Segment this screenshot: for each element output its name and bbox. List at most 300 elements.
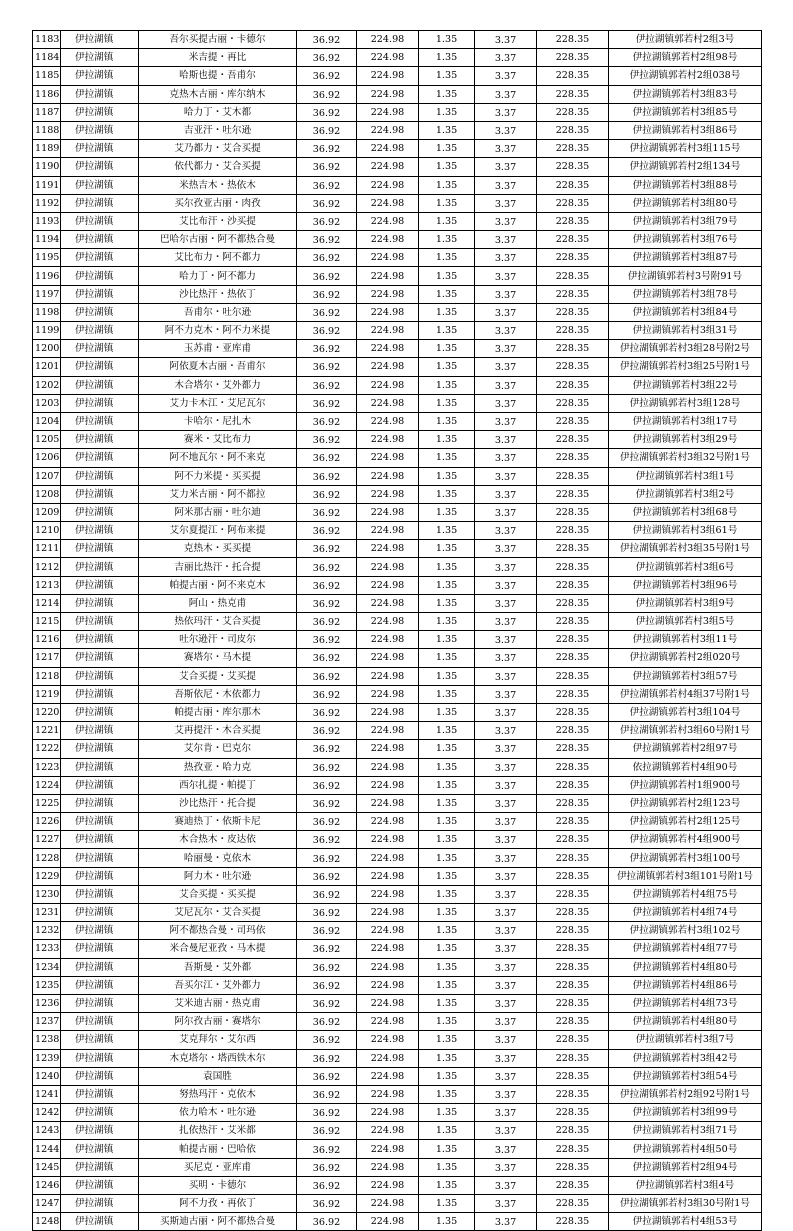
name-cell: 哈力丁・阿不都力 (139, 267, 297, 285)
table-row (33, 703, 762, 721)
address-cell: 伊拉湖镇郭若村3组54号 (609, 1067, 762, 1085)
value-d-cell: 3.37 (475, 176, 537, 194)
row-number: 1214 (33, 594, 61, 612)
table-row (33, 49, 762, 67)
name-cell: 努热玛汗・克依木 (139, 1085, 297, 1103)
value-c-cell: 1.35 (419, 322, 475, 340)
value-c-cell: 1.35 (419, 1213, 475, 1231)
total-cell: 228.35 (537, 322, 609, 340)
town-cell: 伊拉湖镇 (61, 649, 139, 667)
name-cell: 沙比热汗・热依丁 (139, 285, 297, 303)
table-body (33, 31, 762, 1231)
value-d-cell: 3.37 (475, 103, 537, 121)
value-c-cell: 1.35 (419, 1085, 475, 1103)
row-number: 1229 (33, 867, 61, 885)
value-d-cell: 3.37 (475, 231, 537, 249)
value-a-cell: 36.92 (297, 594, 357, 612)
name-cell: 依代都力・艾合买提 (139, 158, 297, 176)
value-c-cell: 1.35 (419, 976, 475, 994)
total-cell: 228.35 (537, 249, 609, 267)
value-b-cell: 224.98 (357, 703, 419, 721)
value-a-cell: 36.92 (297, 885, 357, 903)
table-row (33, 431, 762, 449)
row-number: 1245 (33, 1158, 61, 1176)
address-cell: 伊拉湖镇郭若村3组101号附1号 (609, 867, 762, 885)
name-cell: 艾合买提・艾买提 (139, 667, 297, 685)
value-b-cell: 224.98 (357, 740, 419, 758)
value-b-cell: 224.98 (357, 467, 419, 485)
value-b-cell: 224.98 (357, 976, 419, 994)
name-cell: 米热吉木・热依木 (139, 176, 297, 194)
address-cell: 伊拉湖镇郭若村2组94号 (609, 1158, 762, 1176)
value-a-cell: 36.92 (297, 1158, 357, 1176)
table-row (33, 376, 762, 394)
town-cell: 伊拉湖镇 (61, 740, 139, 758)
address-cell: 伊拉湖镇郭若村3组1号 (609, 467, 762, 485)
total-cell: 228.35 (537, 794, 609, 812)
address-cell: 伊拉湖镇郭若村3组7号 (609, 1031, 762, 1049)
row-number: 1217 (33, 649, 61, 667)
row-number: 1190 (33, 158, 61, 176)
town-cell: 伊拉湖镇 (61, 394, 139, 412)
table-row (33, 1122, 762, 1140)
total-cell: 228.35 (537, 703, 609, 721)
value-b-cell: 224.98 (357, 176, 419, 194)
value-a-cell: 36.92 (297, 958, 357, 976)
town-cell: 伊拉湖镇 (61, 722, 139, 740)
value-b-cell: 224.98 (357, 449, 419, 467)
value-c-cell: 1.35 (419, 703, 475, 721)
value-a-cell: 36.92 (297, 1140, 357, 1158)
value-c-cell: 1.35 (419, 340, 475, 358)
total-cell: 228.35 (537, 1067, 609, 1085)
value-c-cell: 1.35 (419, 49, 475, 67)
value-d-cell: 3.37 (475, 776, 537, 794)
total-cell: 228.35 (537, 67, 609, 85)
address-cell: 伊拉湖镇郭若村3组57号 (609, 667, 762, 685)
row-number: 1185 (33, 67, 61, 85)
row-number: 1238 (33, 1031, 61, 1049)
value-d-cell: 3.37 (475, 594, 537, 612)
row-number: 1197 (33, 285, 61, 303)
town-cell: 伊拉湖镇 (61, 1140, 139, 1158)
town-cell: 伊拉湖镇 (61, 1013, 139, 1031)
total-cell: 228.35 (537, 922, 609, 940)
name-cell: 阿不力孜・再依丁 (139, 1195, 297, 1213)
row-number: 1215 (33, 613, 61, 631)
row-number: 1191 (33, 176, 61, 194)
address-cell: 伊拉湖镇郭若村3组60号附1号 (609, 722, 762, 740)
value-a-cell: 36.92 (297, 212, 357, 230)
value-a-cell: 36.92 (297, 813, 357, 831)
table-row (33, 1049, 762, 1067)
value-b-cell: 224.98 (357, 376, 419, 394)
town-cell: 伊拉湖镇 (61, 267, 139, 285)
table-row (33, 85, 762, 103)
town-cell: 伊拉湖镇 (61, 1067, 139, 1085)
value-b-cell: 224.98 (357, 1176, 419, 1194)
total-cell: 228.35 (537, 1158, 609, 1176)
value-d-cell: 3.37 (475, 194, 537, 212)
value-a-cell: 36.92 (297, 231, 357, 249)
value-a-cell: 36.92 (297, 340, 357, 358)
town-cell: 伊拉湖镇 (61, 576, 139, 594)
town-cell: 伊拉湖镇 (61, 613, 139, 631)
value-a-cell: 36.92 (297, 31, 357, 49)
value-c-cell: 1.35 (419, 376, 475, 394)
value-a-cell: 36.92 (297, 740, 357, 758)
town-cell: 伊拉湖镇 (61, 976, 139, 994)
total-cell: 228.35 (537, 904, 609, 922)
table-row (33, 1085, 762, 1103)
total-cell: 228.35 (537, 467, 609, 485)
value-d-cell: 3.37 (475, 649, 537, 667)
value-b-cell: 224.98 (357, 1104, 419, 1122)
total-cell: 228.35 (537, 158, 609, 176)
value-a-cell: 36.92 (297, 503, 357, 521)
value-b-cell: 224.98 (357, 358, 419, 376)
total-cell: 228.35 (537, 940, 609, 958)
town-cell: 伊拉湖镇 (61, 322, 139, 340)
total-cell: 228.35 (537, 576, 609, 594)
table-row (33, 212, 762, 230)
address-cell: 伊拉湖镇郭若村3组96号 (609, 576, 762, 594)
value-c-cell: 1.35 (419, 540, 475, 558)
total-cell: 228.35 (537, 813, 609, 831)
name-cell: 艾再提汗・木合买提 (139, 722, 297, 740)
value-c-cell: 1.35 (419, 831, 475, 849)
name-cell: 袁国胜 (139, 1067, 297, 1085)
row-number: 1231 (33, 904, 61, 922)
town-cell: 伊拉湖镇 (61, 1104, 139, 1122)
town-cell: 伊拉湖镇 (61, 467, 139, 485)
town-cell: 伊拉湖镇 (61, 813, 139, 831)
town-cell: 伊拉湖镇 (61, 940, 139, 958)
value-b-cell: 224.98 (357, 1085, 419, 1103)
value-b-cell: 224.98 (357, 212, 419, 230)
name-cell: 吉亚汗・吐尔逊 (139, 121, 297, 139)
town-cell: 伊拉湖镇 (61, 431, 139, 449)
value-a-cell: 36.92 (297, 831, 357, 849)
value-a-cell: 36.92 (297, 412, 357, 430)
value-d-cell: 3.37 (475, 758, 537, 776)
name-cell: 艾尔夏提江・阿布来提 (139, 522, 297, 540)
address-cell: 伊拉湖镇郭若村3组31号 (609, 322, 762, 340)
value-d-cell: 3.37 (475, 1122, 537, 1140)
value-a-cell: 36.92 (297, 649, 357, 667)
value-c-cell: 1.35 (419, 212, 475, 230)
total-cell: 228.35 (537, 976, 609, 994)
row-number: 1213 (33, 576, 61, 594)
value-b-cell: 224.98 (357, 649, 419, 667)
total-cell: 228.35 (537, 1085, 609, 1103)
town-cell: 伊拉湖镇 (61, 831, 139, 849)
value-d-cell: 3.37 (475, 685, 537, 703)
name-cell: 克热木古丽・库尔纳木 (139, 85, 297, 103)
address-cell: 伊拉湖镇郭若村3组35号附1号 (609, 540, 762, 558)
address-cell: 伊拉湖镇郭若村4组900号 (609, 831, 762, 849)
value-d-cell: 3.37 (475, 376, 537, 394)
total-cell: 228.35 (537, 1013, 609, 1031)
town-cell: 伊拉湖镇 (61, 140, 139, 158)
address-cell: 伊拉湖镇郭若村4组73号 (609, 994, 762, 1012)
value-c-cell: 1.35 (419, 394, 475, 412)
total-cell: 228.35 (537, 994, 609, 1012)
table-row (33, 31, 762, 49)
value-b-cell: 224.98 (357, 31, 419, 49)
address-cell: 伊拉湖镇郭若村3组30号附1号 (609, 1195, 762, 1213)
total-cell: 228.35 (537, 49, 609, 67)
value-c-cell: 1.35 (419, 722, 475, 740)
value-a-cell: 36.92 (297, 121, 357, 139)
value-c-cell: 1.35 (419, 631, 475, 649)
name-cell: 艾比布汗・沙买提 (139, 212, 297, 230)
value-d-cell: 3.37 (475, 1049, 537, 1067)
address-cell: 伊拉湖镇郭若村2组125号 (609, 813, 762, 831)
value-c-cell: 1.35 (419, 1176, 475, 1194)
row-number: 1195 (33, 249, 61, 267)
value-a-cell: 36.92 (297, 994, 357, 1012)
value-b-cell: 224.98 (357, 285, 419, 303)
value-d-cell: 3.37 (475, 503, 537, 521)
address-cell: 伊拉湖镇郭若村3组2号 (609, 485, 762, 503)
town-cell: 伊拉湖镇 (61, 1195, 139, 1213)
total-cell: 228.35 (537, 503, 609, 521)
table-row (33, 1031, 762, 1049)
value-b-cell: 224.98 (357, 340, 419, 358)
name-cell: 西尔扎提・帕提丁 (139, 776, 297, 794)
value-a-cell: 36.92 (297, 467, 357, 485)
address-cell: 伊拉湖镇郭若村3组61号 (609, 522, 762, 540)
row-number: 1201 (33, 358, 61, 376)
name-cell: 艾比布力・阿不都力 (139, 249, 297, 267)
value-b-cell: 224.98 (357, 485, 419, 503)
address-cell: 伊拉湖镇郭若村2组98号 (609, 49, 762, 67)
value-d-cell: 3.37 (475, 994, 537, 1012)
name-cell: 热孜亚・哈力克 (139, 758, 297, 776)
value-b-cell: 224.98 (357, 813, 419, 831)
value-a-cell: 36.92 (297, 758, 357, 776)
value-c-cell: 1.35 (419, 1104, 475, 1122)
value-a-cell: 36.92 (297, 722, 357, 740)
table-row (33, 522, 762, 540)
value-c-cell: 1.35 (419, 140, 475, 158)
row-number: 1184 (33, 49, 61, 67)
town-cell: 伊拉湖镇 (61, 703, 139, 721)
town-cell: 伊拉湖镇 (61, 867, 139, 885)
table-row (33, 158, 762, 176)
town-cell: 伊拉湖镇 (61, 176, 139, 194)
name-cell: 阿米那古丽・吐尔迪 (139, 503, 297, 521)
row-number: 1235 (33, 976, 61, 994)
value-a-cell: 36.92 (297, 1176, 357, 1194)
name-cell: 克热木・买买提 (139, 540, 297, 558)
row-number: 1212 (33, 558, 61, 576)
row-number: 1198 (33, 303, 61, 321)
value-d-cell: 3.37 (475, 958, 537, 976)
value-d-cell: 3.37 (475, 722, 537, 740)
total-cell: 228.35 (537, 376, 609, 394)
table-row (33, 594, 762, 612)
address-cell: 伊拉湖镇郭若村4组75号 (609, 885, 762, 903)
value-b-cell: 224.98 (357, 1158, 419, 1176)
town-cell: 伊拉湖镇 (61, 849, 139, 867)
table-row (33, 904, 762, 922)
value-c-cell: 1.35 (419, 885, 475, 903)
value-a-cell: 36.92 (297, 431, 357, 449)
row-number: 1189 (33, 140, 61, 158)
town-cell: 伊拉湖镇 (61, 67, 139, 85)
table-row (33, 794, 762, 812)
table-row (33, 303, 762, 321)
value-a-cell: 36.92 (297, 303, 357, 321)
town-cell: 伊拉湖镇 (61, 485, 139, 503)
value-c-cell: 1.35 (419, 467, 475, 485)
row-number: 1230 (33, 885, 61, 903)
town-cell: 伊拉湖镇 (61, 1049, 139, 1067)
value-a-cell: 36.92 (297, 394, 357, 412)
value-c-cell: 1.35 (419, 503, 475, 521)
name-cell: 巴哈尔古丽・阿不都热合曼 (139, 231, 297, 249)
value-b-cell: 224.98 (357, 1013, 419, 1031)
name-cell: 帕提古丽・巴哈依 (139, 1140, 297, 1158)
value-d-cell: 3.37 (475, 558, 537, 576)
total-cell: 228.35 (537, 394, 609, 412)
address-cell: 伊拉湖镇郭若村3组17号 (609, 412, 762, 430)
value-c-cell: 1.35 (419, 1158, 475, 1176)
data-table (32, 30, 762, 1231)
row-number: 1224 (33, 776, 61, 794)
value-d-cell: 3.37 (475, 831, 537, 849)
row-number: 1233 (33, 940, 61, 958)
total-cell: 228.35 (537, 631, 609, 649)
value-b-cell: 224.98 (357, 194, 419, 212)
value-d-cell: 3.37 (475, 1067, 537, 1085)
value-b-cell: 224.98 (357, 940, 419, 958)
table-row (33, 231, 762, 249)
value-d-cell: 3.37 (475, 267, 537, 285)
value-c-cell: 1.35 (419, 67, 475, 85)
value-b-cell: 224.98 (357, 685, 419, 703)
table-row (33, 540, 762, 558)
value-d-cell: 3.37 (475, 31, 537, 49)
value-d-cell: 3.37 (475, 249, 537, 267)
value-a-cell: 36.92 (297, 485, 357, 503)
value-a-cell: 36.92 (297, 576, 357, 594)
town-cell: 伊拉湖镇 (61, 358, 139, 376)
total-cell: 228.35 (537, 613, 609, 631)
value-a-cell: 36.92 (297, 249, 357, 267)
value-d-cell: 3.37 (475, 1085, 537, 1103)
name-cell: 米合曼尼亚孜・马木提 (139, 940, 297, 958)
value-b-cell: 224.98 (357, 722, 419, 740)
row-number: 1210 (33, 522, 61, 540)
value-b-cell: 224.98 (357, 558, 419, 576)
row-number: 1225 (33, 794, 61, 812)
address-cell: 伊拉湖镇郭若村3组83号 (609, 85, 762, 103)
table-row (33, 831, 762, 849)
town-cell: 伊拉湖镇 (61, 1085, 139, 1103)
name-cell: 吾甫尔・吐尔逊 (139, 303, 297, 321)
value-a-cell: 36.92 (297, 140, 357, 158)
total-cell: 228.35 (537, 649, 609, 667)
value-d-cell: 3.37 (475, 794, 537, 812)
value-b-cell: 224.98 (357, 1122, 419, 1140)
value-c-cell: 1.35 (419, 431, 475, 449)
value-d-cell: 3.37 (475, 49, 537, 67)
table-row (33, 867, 762, 885)
name-cell: 卡哈尔・尼扎木 (139, 412, 297, 430)
table-row (33, 340, 762, 358)
table-row (33, 358, 762, 376)
address-cell: 伊拉湖镇郭若村4组86号 (609, 976, 762, 994)
name-cell: 木克塔尔・塔西铁木尔 (139, 1049, 297, 1067)
town-cell: 伊拉湖镇 (61, 85, 139, 103)
value-b-cell: 224.98 (357, 103, 419, 121)
value-b-cell: 224.98 (357, 1049, 419, 1067)
name-cell: 艾尔肯・巴克尔 (139, 740, 297, 758)
value-d-cell: 3.37 (475, 976, 537, 994)
value-d-cell: 3.37 (475, 1013, 537, 1031)
value-c-cell: 1.35 (419, 740, 475, 758)
table-row (33, 1176, 762, 1194)
value-d-cell: 3.37 (475, 540, 537, 558)
value-b-cell: 224.98 (357, 576, 419, 594)
table-row (33, 849, 762, 867)
total-cell: 228.35 (537, 831, 609, 849)
value-d-cell: 3.37 (475, 412, 537, 430)
row-number: 1218 (33, 667, 61, 685)
address-cell: 伊拉湖镇郭若村2组3号 (609, 31, 762, 49)
name-cell: 帕提古丽・库尔那木 (139, 703, 297, 721)
value-b-cell: 224.98 (357, 958, 419, 976)
row-number: 1193 (33, 212, 61, 230)
value-b-cell: 224.98 (357, 1067, 419, 1085)
value-c-cell: 1.35 (419, 194, 475, 212)
row-number: 1206 (33, 449, 61, 467)
value-a-cell: 36.92 (297, 940, 357, 958)
address-cell: 伊拉湖镇郭若村3组102号 (609, 922, 762, 940)
value-a-cell: 36.92 (297, 1049, 357, 1067)
value-b-cell: 224.98 (357, 267, 419, 285)
value-d-cell: 3.37 (475, 1213, 537, 1231)
table-row (33, 1067, 762, 1085)
value-a-cell: 36.92 (297, 1067, 357, 1085)
town-cell: 伊拉湖镇 (61, 249, 139, 267)
total-cell: 228.35 (537, 121, 609, 139)
table-row (33, 994, 762, 1012)
value-a-cell: 36.92 (297, 158, 357, 176)
town-cell: 伊拉湖镇 (61, 121, 139, 139)
row-number: 1192 (33, 194, 61, 212)
value-b-cell: 224.98 (357, 594, 419, 612)
row-number: 1209 (33, 503, 61, 521)
value-c-cell: 1.35 (419, 85, 475, 103)
value-b-cell: 224.98 (357, 631, 419, 649)
address-cell: 伊拉湖镇郭若村4组80号 (609, 958, 762, 976)
value-b-cell: 224.98 (357, 412, 419, 430)
value-b-cell: 224.98 (357, 885, 419, 903)
value-c-cell: 1.35 (419, 1140, 475, 1158)
address-cell: 伊拉湖镇郭若村2组020号 (609, 649, 762, 667)
row-number: 1203 (33, 394, 61, 412)
value-a-cell: 36.92 (297, 631, 357, 649)
table-row (33, 885, 762, 903)
table-row (33, 176, 762, 194)
row-number: 1237 (33, 1013, 61, 1031)
table-row (33, 103, 762, 121)
total-cell: 228.35 (537, 285, 609, 303)
